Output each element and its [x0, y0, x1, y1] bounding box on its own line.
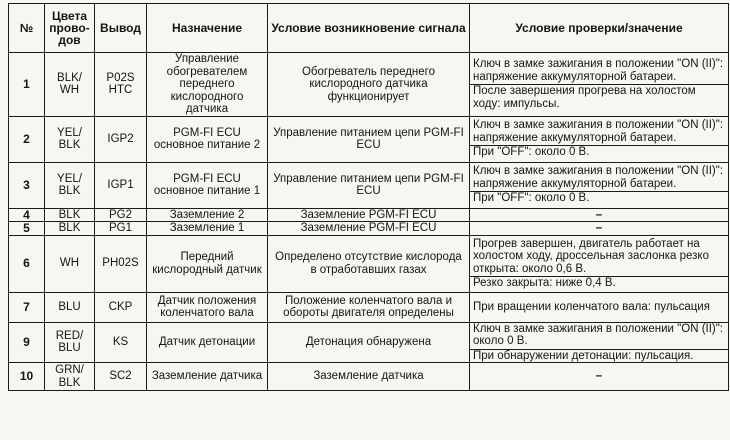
pin-name: SC2 [95, 363, 147, 391]
table-row [9, 116, 729, 162]
check-condition [470, 208, 729, 222]
wire-color: YEL/ BLK [45, 116, 95, 162]
row-number: 2 [9, 116, 45, 162]
pin-name: PH02S [95, 235, 147, 292]
check-line: При вращении коленчатого вала: пульсация [473, 300, 710, 313]
table-row [9, 222, 729, 236]
empty-value-dash: – [595, 370, 603, 383]
pin-name: PG1 [95, 222, 147, 236]
header-num: № [9, 4, 45, 53]
wire-color: GRN/ BLK [45, 363, 95, 391]
check-condition [470, 116, 729, 162]
signal-condition: Управление питанием цепи PGM-FI ECU [268, 162, 470, 208]
row-number: 1 [9, 53, 45, 117]
signal-condition: Определено отсутствие кислорода в отработавших газах [268, 235, 470, 292]
check-line: При обнаружении детонации: пульсация. [470, 349, 728, 363]
pin-name: CKP [95, 292, 147, 322]
table-row [9, 235, 729, 292]
pin-name: KS [95, 322, 147, 363]
table-row [9, 363, 729, 391]
pin-purpose: Передний кислородный датчик [147, 235, 268, 292]
check-condition [470, 53, 729, 117]
table-row [9, 322, 729, 363]
check-condition [470, 363, 729, 391]
signal-condition: Заземление PGM-FI ECU [268, 222, 470, 236]
check-condition [470, 292, 729, 322]
check-line: Ключ в замке зажигания в положении "ON (II)": напряжение аккумуляторной батареи. [473, 58, 724, 83]
table-row [9, 208, 729, 222]
signal-condition: Детонация обнаружена [268, 322, 470, 363]
row-number: 7 [9, 292, 45, 322]
check-condition [470, 162, 729, 208]
pin-name: IGP2 [95, 116, 147, 162]
signal-condition: Управление питанием цепи PGM-FI ECU [268, 116, 470, 162]
row-number: 5 [9, 222, 45, 236]
pin-purpose: Заземление датчика [147, 363, 268, 391]
wire-color: YEL/ BLK [45, 162, 95, 208]
row-number: 10 [9, 363, 45, 391]
header-pin: Вывод [95, 4, 147, 53]
check-line: Прогрев завершен, двигатель работает на холостом ходу, дроссельная заслонка резко открыта: около 0,6 В. [473, 237, 709, 275]
row-number: 6 [9, 235, 45, 292]
pinout-table [8, 3, 729, 391]
empty-value-dash: – [595, 208, 603, 221]
pin-purpose: Датчик положения коленчатого вала [147, 292, 268, 322]
pin-purpose: Заземление 2 [147, 208, 268, 222]
check-line: Резко закрыта: ниже 0,4 В. [470, 276, 728, 290]
check-condition [470, 322, 729, 363]
pin-name: IGP1 [95, 162, 147, 208]
wire-color: WH [45, 235, 95, 292]
signal-condition: Обогреватель переднего кислородного датчика функционирует [268, 53, 470, 117]
signal-condition: Заземление PGM-FI ECU [268, 208, 470, 222]
check-line: При "OFF": около 0 В. [470, 191, 728, 205]
header-purpose: Назначение [147, 4, 268, 53]
pin-purpose: PGM-FI ECU основное питание 1 [147, 162, 268, 208]
row-number: 9 [9, 322, 45, 363]
wire-color: BLK [45, 208, 95, 222]
table-row [9, 292, 729, 322]
header-wire-color: Цвета прово-дов [45, 4, 95, 53]
empty-value-dash: – [595, 222, 603, 234]
table-row [9, 162, 729, 208]
row-number: 3 [9, 162, 45, 208]
check-line: После завершения прогрева на холостом ходу: импульсы. [470, 84, 728, 110]
check-line: При "OFF": около 0 В. [470, 145, 728, 159]
pin-purpose: Заземление 1 [147, 222, 268, 236]
signal-condition: Положение коленчатого вала и обороты двигателя определены [268, 292, 470, 322]
check-line: Ключ в замке зажигания в положении "ON (II)": напряжение аккумуляторной батареи. [473, 119, 724, 144]
pin-purpose: PGM-FI ECU основное питание 2 [147, 116, 268, 162]
table-row [9, 53, 729, 117]
pin-purpose: Датчик детонации [147, 322, 268, 363]
row-number: 4 [9, 208, 45, 222]
header-signal-condition: Условие возникновение сигнала [268, 4, 470, 53]
check-line: Ключ в замке зажигания в положении "ON (II)": напряжение аккумуляторной батареи. [473, 165, 724, 190]
pin-name: PG2 [95, 208, 147, 222]
header-check-condition: Условие проверки/значение [470, 4, 729, 53]
pin-purpose: Управление обогревателем переднего кислородного датчика [147, 53, 268, 117]
check-condition [470, 235, 729, 292]
signal-condition: Заземление датчика [268, 363, 470, 391]
check-line: Ключ в замке зажигания в положении "ON (II)": около 0 В. [473, 322, 724, 347]
wire-color: BLU [45, 292, 95, 322]
table-header-row [9, 4, 729, 53]
wire-color: RED/ BLU [45, 322, 95, 363]
wire-color: BLK [45, 222, 95, 236]
check-condition [470, 222, 729, 236]
wire-color: BLK/ WH [45, 53, 95, 117]
pin-name: P02S HTC [95, 53, 147, 117]
